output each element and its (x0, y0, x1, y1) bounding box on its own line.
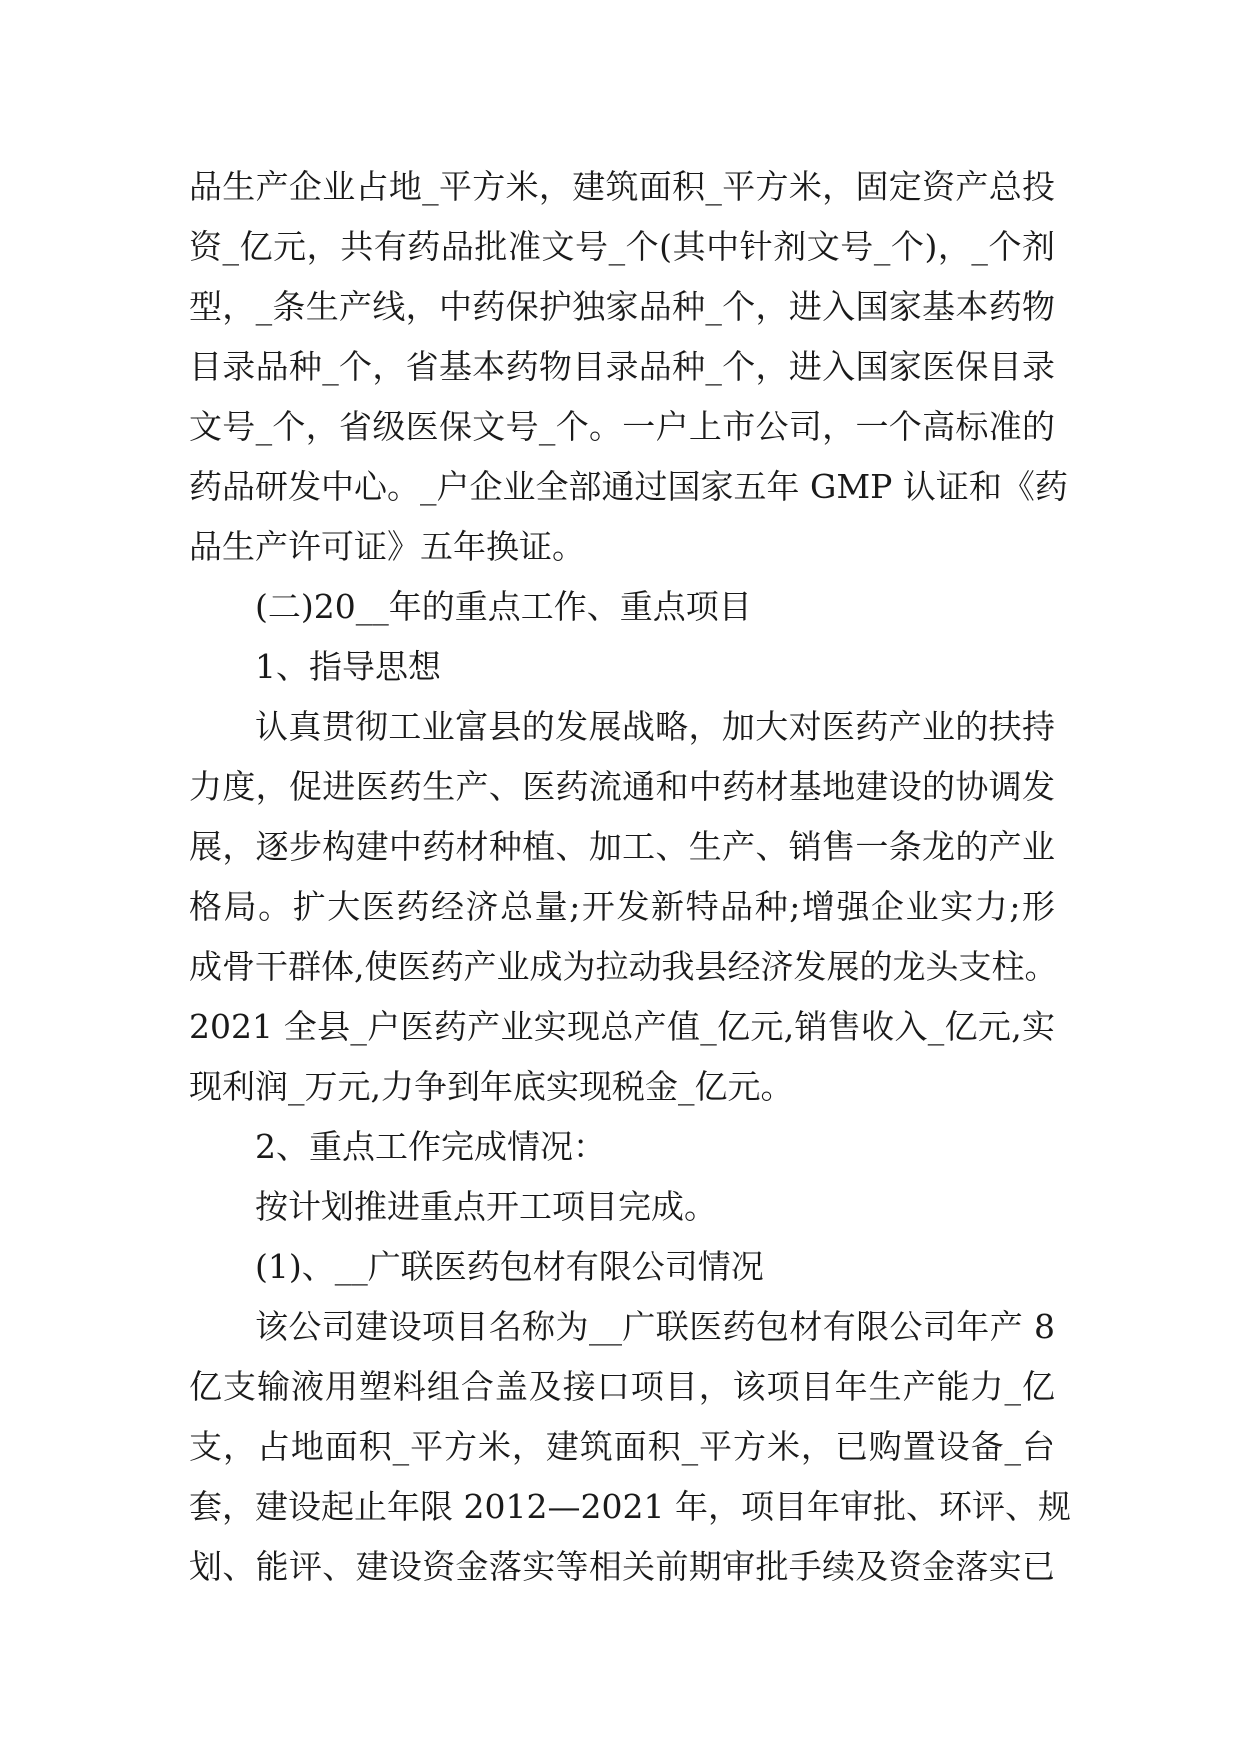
text-line: 品生产企业占地_平方米，建筑面积_平方米，固定资产总投 (189, 167, 1055, 206)
text-line: 目录品种_个，省基本药物目录品种_个，进入国家医保目录 (189, 347, 1055, 386)
subsection-heading: (1)、__广联医药包材有限公司情况 (255, 1247, 764, 1286)
text-line: 按计划推进重点开工项目完成。 (255, 1187, 717, 1226)
text-line: 资_亿元，共有药品批准文号_个(其中针剂文号_个)，_个剂 (189, 227, 1055, 266)
text-line: 药品研发中心。_户企业全部通过国家五年 GMP 认证和《药 (189, 467, 1068, 506)
text-line: 文号_个，省级医保文号_个。一户上市公司，一个高标准的 (189, 407, 1055, 446)
text-line: 现利润_万元,力争到年底实现税金_亿元。 (189, 1067, 794, 1106)
text-line: 2021 全县_户医药产业实现总产值_亿元,销售收入_亿元,实 (189, 1007, 1055, 1046)
text-line: 展，逐步构建中药材种植、加工、生产、销售一条龙的产业 (189, 827, 1055, 866)
section-heading: (二)20__年的重点工作、重点项目 (255, 587, 752, 626)
text-line: 支，占地面积_平方米，建筑面积_平方米，已购置设备_台 (189, 1427, 1055, 1466)
subsection-heading: 1、指导思想 (255, 647, 441, 686)
text-line: 品生产许可证》五年换证。 (189, 527, 585, 566)
text-line: 认真贯彻工业富县的发展战略，加大对医药产业的扶持 (255, 707, 1055, 746)
text-line: 划、能评、建设资金落实等相关前期审批手续及资金落实已 (189, 1547, 1055, 1586)
subsection-heading: 2、重点工作完成情况： (255, 1127, 606, 1166)
text-line: 型，_条生产线，中药保护独家品种_个，进入国家基本药物 (189, 287, 1055, 326)
text-line: 力度，促进医药生产、医药流通和中药材基地建设的协调发 (189, 767, 1055, 806)
text-line: 成骨干群体,使医药产业成为拉动我县经济发展的龙头支柱。 (189, 947, 1058, 986)
text-line: 格局。扩大医药经济总量;开发新特品种;增强企业实力;形 (189, 887, 1055, 926)
document-body (189, 157, 1071, 1597)
text-line: 亿支输液用塑料组合盖及接口项目，该项目年生产能力_亿 (189, 1367, 1055, 1406)
text-line: 套，建设起止年限 2012—2021 年，项目年审批、环评、规 (189, 1487, 1071, 1526)
text-line: 该公司建设项目名称为__广联医药包材有限公司年产 8 (255, 1307, 1055, 1346)
